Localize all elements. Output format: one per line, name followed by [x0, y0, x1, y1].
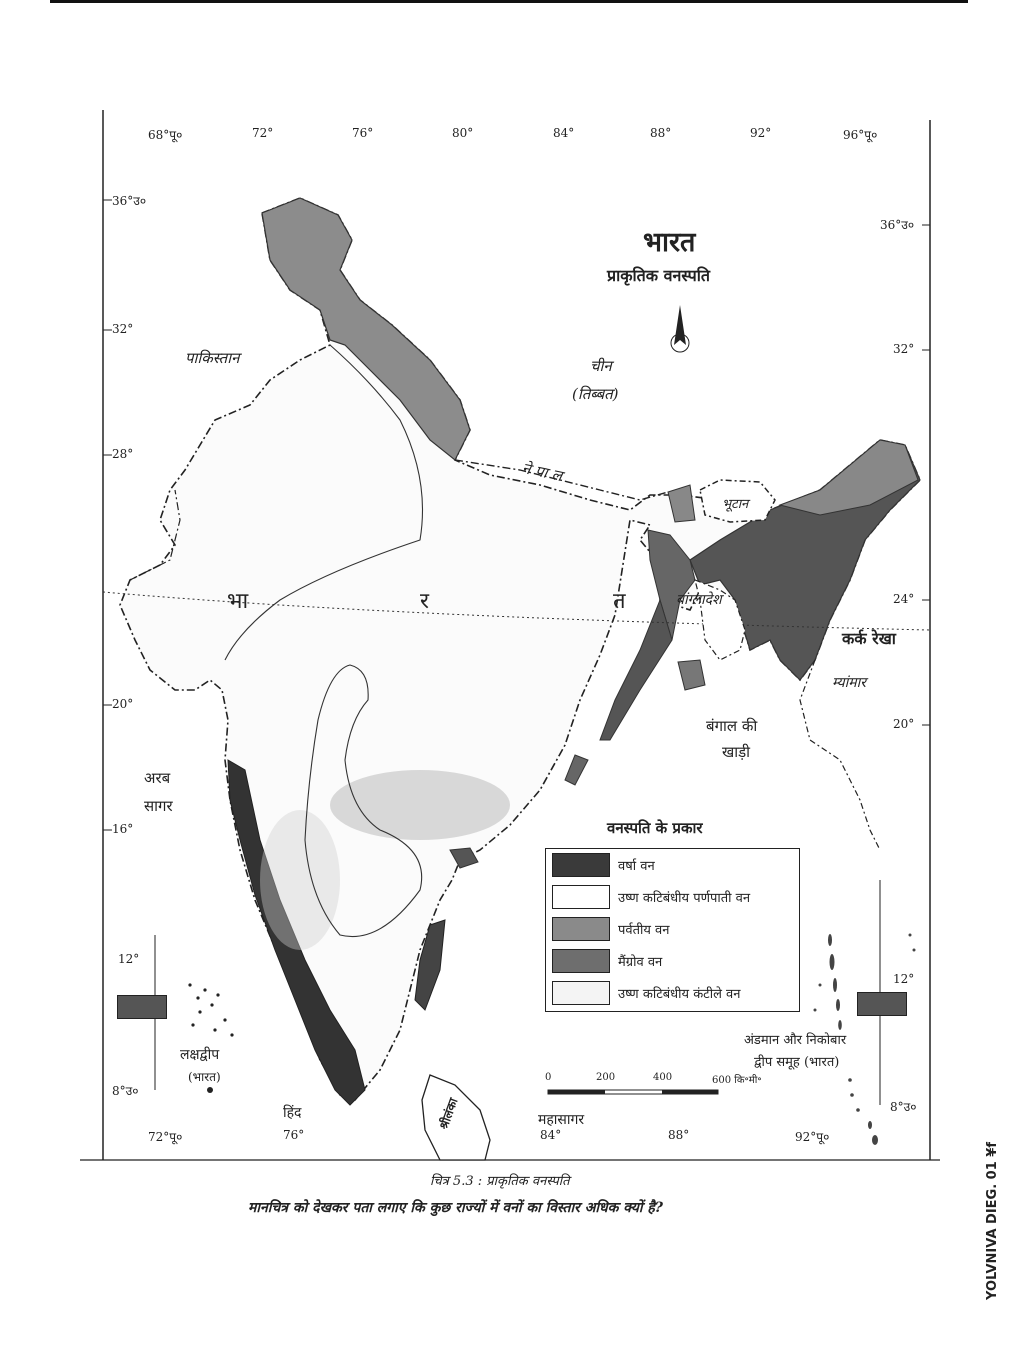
north-arrow-icon: [671, 305, 689, 352]
bay-label-1: बंगाल की: [706, 717, 758, 735]
godavari-mangrove: [565, 755, 588, 785]
lon-label: 80°: [452, 126, 474, 140]
andaman-label-1: अंडमान और निकोबार: [744, 1033, 847, 1048]
inset-left-lat-bottom: 8°उ०: [112, 1084, 139, 1098]
bharat-label-2: र: [420, 589, 429, 614]
lakshadweep-sub-label: (भारत): [188, 1070, 221, 1084]
andaman-label-2: द्वीप समूह (भारत): [754, 1055, 840, 1070]
legend-item: [552, 853, 792, 877]
nepal-label: ने पा ल: [520, 458, 564, 486]
legend-item: [552, 917, 792, 941]
ocean-label-2: महासागर: [538, 1112, 585, 1128]
inset-right-lon-c: 92°पू०: [795, 1130, 830, 1144]
lat-label: 20°: [112, 697, 134, 711]
lon-label: 92°: [750, 126, 772, 140]
arabian-label-2: सागर: [144, 797, 173, 815]
inset-left-swatch: [117, 995, 167, 1019]
legend-swatch: [552, 853, 610, 877]
lat-label: 20°: [893, 717, 915, 731]
tropic-label: कर्क रेखा: [842, 629, 896, 648]
legend-item: [552, 949, 792, 973]
arabian-label-1: अरब: [144, 769, 171, 787]
srilanka-shape: [422, 1075, 490, 1160]
tibet-label: (तिब्बत): [572, 385, 619, 403]
inset-left-lon-b: 76°: [283, 1128, 305, 1142]
legend-item: [552, 885, 792, 909]
bharat-label-1: भा: [227, 589, 249, 614]
scale-tick: 200: [596, 1072, 616, 1083]
inset-right-lat-top: 12°: [893, 972, 915, 986]
inset-right-lon-a: 84°: [540, 1128, 562, 1142]
sundarbans-mangrove: [678, 660, 705, 690]
scale-bar: [548, 1090, 718, 1094]
bhutan-label: भूटान: [722, 497, 749, 512]
lat-label: 16°: [112, 822, 134, 836]
lat-label: 24°: [893, 592, 915, 606]
scale-tick: 600 कि॰मी॰: [712, 1075, 762, 1086]
ocean-label-1: हिंद: [283, 1105, 302, 1121]
legend-swatch: [552, 917, 610, 941]
scale-tick: 400: [653, 1072, 673, 1083]
china-label: चीन: [590, 357, 612, 375]
legend-label: वर्षा वन: [618, 859, 655, 874]
lon-label: 72°: [252, 126, 274, 140]
lat-label: 36°उ०: [880, 218, 915, 232]
map-subtitle: प्राकृतिक वनस्पति: [607, 266, 711, 285]
legend-label: उष्ण कटिबंधीय कंटीले वन: [618, 987, 741, 1002]
legend: [545, 848, 800, 1012]
legend-swatch: [552, 981, 610, 1005]
srilanka-label: श्रीलंका: [436, 1096, 461, 1132]
legend-label: पर्वतीय वन: [618, 923, 670, 938]
lat-label: 36°उ०: [112, 194, 147, 208]
deccan-stipple-2: [260, 810, 340, 950]
legend-label: उष्ण कटिबंधीय पर्णपाती वन: [618, 891, 751, 906]
lon-label: 76°: [352, 126, 374, 140]
lat-label: 32°: [112, 322, 134, 336]
scale-tick: 0: [545, 1072, 552, 1083]
lon-label: 84°: [553, 126, 575, 140]
inset-left-lat-top: 12°: [118, 952, 140, 966]
figure-question: मानचित्र को देखकर पता लगाए कि कुछ राज्यों में वनों का विस्तार अधिक क्यों है?: [248, 1200, 664, 1216]
lon-label: 88°: [650, 126, 672, 140]
lat-label: 28°: [112, 447, 134, 461]
bangladesh-label: बांग्लादेश: [676, 592, 722, 608]
figure-caption: चित्र 5.3 : प्राकृतिक वनस्पति: [430, 1174, 570, 1189]
inset-left-lon-a: 72°पू०: [148, 1130, 183, 1144]
legend-swatch: [552, 885, 610, 909]
lat-label: 32°: [893, 342, 915, 356]
pakistan-label: पाकिस्तान: [185, 349, 240, 367]
bay-label-2: खाड़ी: [722, 743, 751, 761]
lon-label: 68°पू०: [148, 128, 183, 142]
side-text: YOLVNIVA DIEG. 01 ¥f: [985, 1142, 1000, 1300]
myanmar-label: म्यांमार: [832, 675, 867, 691]
legend-label: मैंग्रोव वन: [618, 955, 663, 970]
inset-right-lon-b: 88°: [668, 1128, 690, 1142]
legend-title: वनस्पति के प्रकार: [607, 819, 703, 837]
map-title: भारत: [643, 227, 696, 258]
inset-right-swatch: [857, 992, 907, 1016]
inset-right-lat-bottom: 8°उ०: [890, 1100, 917, 1114]
legend-swatch: [552, 949, 610, 973]
lakshadweep-label: लक्षद्वीप: [180, 1047, 220, 1063]
legend-item: [552, 981, 792, 1005]
bharat-label-3: त: [613, 589, 626, 614]
lon-label: 96°पू०: [843, 128, 878, 142]
